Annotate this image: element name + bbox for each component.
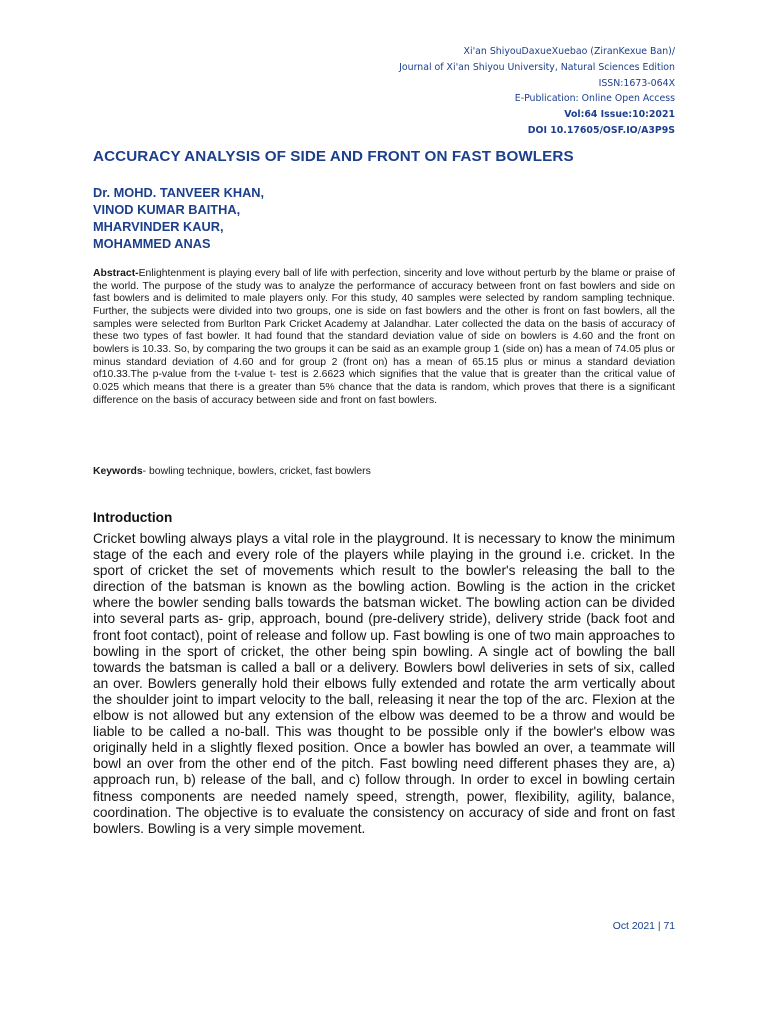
publication-type: E-Publication: Online Open Access: [514, 93, 675, 105]
footer-date: Oct 2021: [612, 921, 655, 932]
paper-title: ACCURACY ANALYSIS OF SIDE AND FRONT ON FAST BOWLERS: [93, 148, 574, 165]
abstract-label: Abstract-: [93, 268, 139, 279]
author-list: [93, 184, 264, 252]
keywords-text: - bowling technique, bowlers, cricket, fast bowlers: [142, 466, 371, 477]
journal-name-line: Xi'an ShiyouDaxueXuebao (ZiranKexue Ban)/: [463, 46, 675, 57]
footer-separator: |: [657, 921, 661, 932]
abstract: [93, 268, 675, 407]
page-number: 71: [663, 921, 675, 932]
keywords: [93, 465, 675, 478]
introduction-body: Cricket bowling always plays a vital role in the playground. It is necessary to know the minimum stage of the each and every role of the players while playing in the ground i.e. cricket. In the sport of cricket the set of movements which result to the bowler's releasing the ball to the direction of the batsman is known as the bowling action. Bowling is the action in the cricket where the bowler sending balls towards the batsman wicket. The bowling action can be divided into several parts as- grip, approach, bound (pre-delivery stride), delivery stride (back foot and front foot contact), point of release and follow up. Fast bowling is one of two main approaches to bowling in the sport of cricket, the other being spin bowling. A single act of bowling the ball towards the batsman is called a ball or a delivery. Bowlers bowl deliveries in sets of six, called an over. Bowlers generally hold their elbows fully extended and rotate the arm vertically about the shoulder joint to impart velocity to the ball, releasing it near the top of the arc. Flexion at the elbow is not allowed but any extension of the elbow was deemed to be a throw and would be liable to be called a no-ball. This was thought to be possible only if the bowler's elbow was originally held in a slightly flexed position. Once a bowler has bowled an over, a teammate will bowl an over from the other end of the pitch. Fast bowling need different phases they are, a) approach run, b) release of the ball, and c) follow through. In order to excel in bowling certain fitness components are needed namely speed, strength, power, flexibility, agility, balance, coordination. The objective is to evaluate the consistency on accuracy of side and front on fast bowlers. Bowling is a very simple movement.: [93, 531, 675, 836]
journal-header: [255, 44, 675, 139]
author-2: VINOD KUMAR BAITHA,: [93, 202, 241, 217]
doi[interactable]: DOI 10.17605/OSF.IO/A3P9S: [527, 124, 675, 136]
issn: ISSN:1673-064X: [598, 77, 675, 89]
keywords-label: Keywords: [93, 466, 143, 477]
volume-issue: Vol:64 Issue:10:2021: [564, 109, 675, 121]
author-4: MOHAMMED ANAS: [93, 236, 211, 251]
introduction-heading: Introduction: [93, 510, 173, 525]
abstract-text: Enlightenment is playing every ball of life with perfection, sincerity and love without perturb by the blame or praise of the world. The purpose of the study was to analyze the performance of accuracy between front on fast bowlers and side on fast bowlers and is delimited to male players only. For this study, 40 samples were selected by random sampling technique. Further, the subjects were divided into two groups, one is side on fast bowlers and the other is front on fast bowlers, all the samples were selected from Burlton Park Cricket Academy at Jalandhar. Later collected the data on the basis of accuracy of these two types of fast bowler. It had found that the standard deviation value of side on bowlers is 4.60 and the front on bowlers is 10.33. So, by comparing the two groups it can be said as an example group 1 (side on) has a mean of 74.05 plus or minus standard deviation of 4.60 and for group 2 (front on) has a mean of 65.15 plus or minus a standard deviation of10.33.The p-value from the t-value t- test is 2.6623 which signifies that the value that is greater than the critical value of 0.025 which means that there is a greater than 5% chance that the data is random, which proves that there is a significant difference on the basis of accuracy between side and front on fast bowlers.: [93, 268, 675, 406]
author-1: Dr. MOHD. TANVEER KHAN,: [93, 185, 265, 200]
journal-english-name: Journal of Xi'an Shiyou University, Natural Sciences Edition: [399, 61, 675, 73]
page-footer: [613, 921, 675, 932]
author-3: MHARVINDER KAUR,: [93, 219, 224, 234]
